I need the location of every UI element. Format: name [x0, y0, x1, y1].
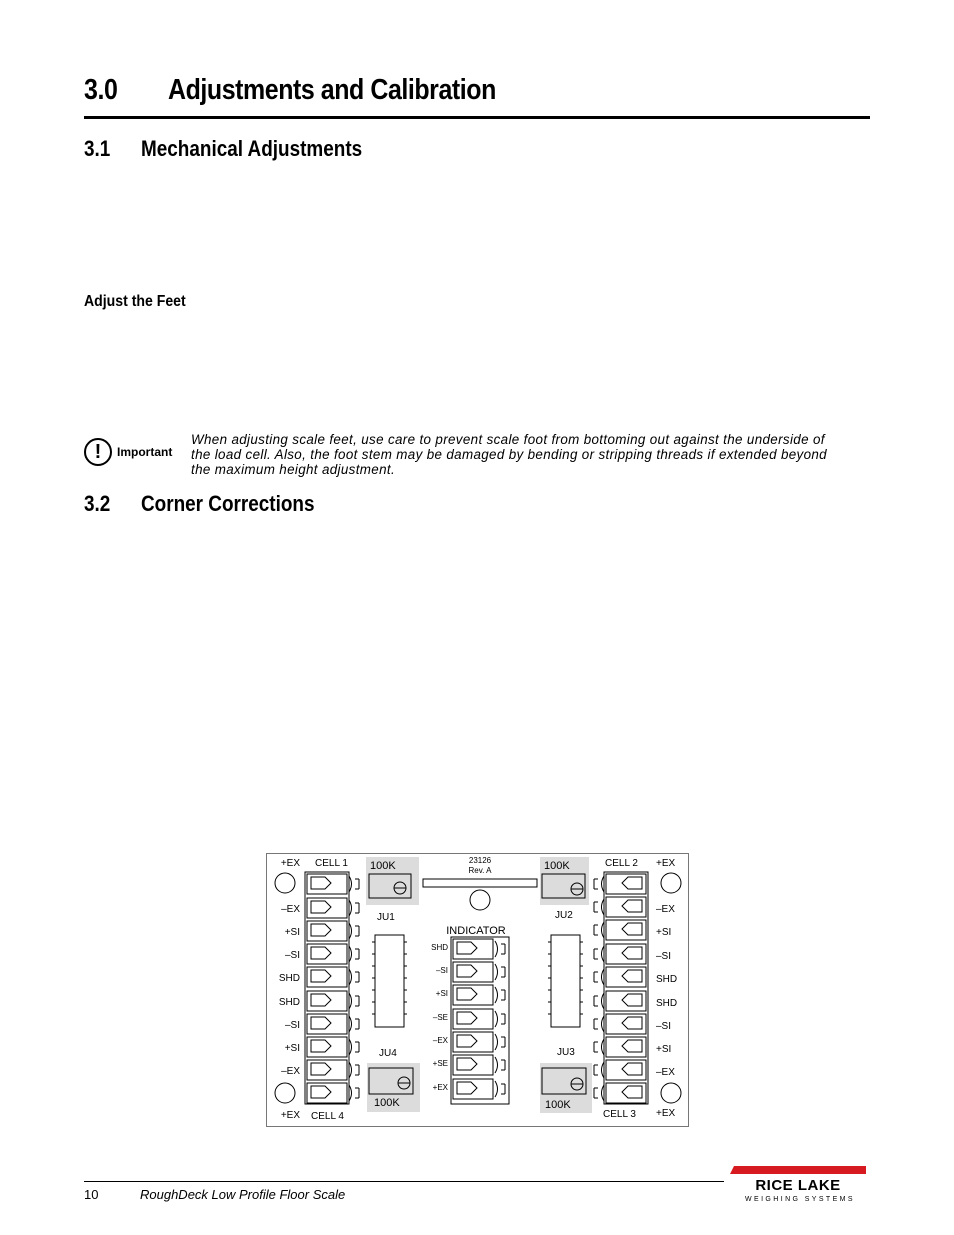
cell4-label: CELL 4: [311, 1111, 344, 1122]
terminal: [307, 921, 359, 941]
junction-board-diagram: [266, 853, 689, 1127]
cell-left-pin-label: –EX: [281, 1066, 300, 1077]
ju1-label: JU1: [377, 912, 395, 923]
terminal: [453, 962, 505, 982]
rice-lake-logo: [728, 1166, 870, 1204]
cell-right-pin-label: –SI: [656, 1021, 672, 1032]
cell-right-pin-label: +SI: [656, 927, 672, 938]
cell-right-pin-label: SHD: [656, 998, 678, 1009]
terminal: [307, 898, 359, 918]
terminal: [453, 985, 505, 1005]
cell-left-pin-label: +EX: [280, 858, 300, 869]
indicator-pin-label: +SI: [435, 989, 448, 998]
terminal: [594, 1014, 646, 1034]
cell-right-pin-label: –EX: [656, 1067, 675, 1078]
section-number: 3.1: [84, 136, 111, 161]
section-number: 3.2: [84, 491, 111, 516]
pot-ju2-value: 100K: [544, 860, 570, 872]
cell-left-pin-label: +EX: [280, 1110, 300, 1121]
terminal-strip-cell-2-3: [594, 858, 677, 1119]
chapter-number: 3.0: [84, 74, 118, 106]
logo-wordmark: RICE LAKE: [755, 1177, 841, 1194]
cell-right-pin-label: +EX: [656, 858, 676, 869]
cell-right-pin-label: +SI: [656, 1044, 672, 1055]
cell-left-pin-label: +SI: [284, 1043, 300, 1054]
exclamation-icon: !: [84, 438, 112, 466]
pot-ju1-value: 100K: [370, 860, 396, 872]
label-strip: [423, 879, 537, 887]
cell1-label: CELL 1: [315, 858, 348, 869]
jumper-block-right: [551, 935, 580, 1027]
cell-right-pin-label: –SI: [656, 951, 672, 962]
terminal: [453, 939, 505, 959]
terminal: [594, 944, 646, 964]
terminal: [307, 944, 359, 964]
indicator-label: INDICATOR: [446, 925, 506, 937]
ju3-label: JU3: [557, 1047, 575, 1058]
footer-document-title: RoughDeck Low Profile Floor Scale: [140, 1187, 346, 1202]
terminal: [453, 1055, 505, 1075]
cell2-label: CELL 2: [605, 858, 638, 869]
cell-left-pin-label: –SI: [284, 950, 300, 961]
cell-right-pin-label: –EX: [656, 904, 675, 915]
terminal: [307, 874, 359, 894]
cell-left-pin-label: –SI: [284, 1020, 300, 1031]
terminal: [594, 920, 646, 940]
cell-left-pin-label: SHD: [278, 973, 300, 984]
terminal: [594, 967, 646, 987]
cell3-label: CELL 3: [603, 1109, 636, 1120]
mount-hole: [275, 1083, 295, 1103]
subheading-adjust-feet: Adjust the Feet: [84, 293, 186, 310]
board-revision: Rev. A: [468, 866, 492, 875]
indicator-pin-label: SHD: [431, 943, 448, 952]
terminal: [594, 874, 646, 894]
terminal: [594, 897, 646, 917]
mount-hole: [275, 873, 295, 893]
indicator-pin-label: +SE: [432, 1059, 448, 1068]
terminal: [307, 967, 359, 987]
cell-left-pin-label: SHD: [278, 997, 300, 1008]
cell-right-pin-label: SHD: [656, 974, 678, 985]
section-title: Mechanical Adjustments: [141, 136, 363, 161]
chapter-heading: [84, 72, 870, 119]
footer-rule: [84, 1181, 724, 1182]
terminal: [594, 991, 646, 1011]
logo-graphic: [728, 1166, 870, 1204]
indicator-pin-label: +EX: [432, 1083, 448, 1092]
terminal: [453, 1079, 505, 1099]
pot-ju3-value: 100K: [545, 1099, 571, 1111]
jumper-block-left: [375, 935, 404, 1027]
terminal: [307, 1083, 359, 1103]
terminal: [307, 1014, 359, 1034]
board-part-number: 23126: [468, 856, 492, 865]
terminal-strip-cell-1-4: [279, 858, 359, 1121]
cell-left-pin-label: –EX: [281, 904, 300, 915]
important-label: Important: [117, 445, 173, 459]
junction-board-svg: [267, 854, 688, 1126]
section-title: Corner Corrections: [141, 491, 315, 516]
cell-right-pin-label: +EX: [656, 1108, 676, 1119]
page-number: 10: [84, 1187, 99, 1202]
cell-left-pin-label: +SI: [284, 927, 300, 938]
ju4-label: JU4: [379, 1048, 397, 1059]
pot-ju4-value: 100K: [374, 1097, 400, 1109]
terminal: [594, 1083, 646, 1103]
terminal: [307, 991, 359, 1011]
logo-tagline: WEIGHING SYSTEMS: [745, 1196, 855, 1203]
important-note: When adjusting scale feet, use care to prevent scale foot from bottoming out against the underside of the load cell. Also, the foot stem may be damaged by bending or stripping threads if extended beyond the maximum height adjustment.: [191, 432, 827, 477]
mount-hole: [661, 1083, 681, 1103]
terminal: [307, 1037, 359, 1057]
mount-hole: [470, 890, 490, 910]
indicator-pin-label: –SI: [435, 966, 448, 975]
terminal: [307, 1060, 359, 1080]
indicator-pin-label: –SE: [432, 1013, 448, 1022]
important-callout: [84, 438, 184, 470]
chapter-title: Adjustments and Calibration: [168, 74, 496, 106]
mount-hole: [661, 873, 681, 893]
logo-red-bar: [730, 1166, 866, 1174]
terminal: [453, 1032, 505, 1052]
terminal: [594, 1060, 646, 1080]
ju2-label: JU2: [555, 910, 573, 921]
terminal: [594, 1037, 646, 1057]
terminal-strip-indicator: [431, 937, 509, 1104]
indicator-pin-label: –EX: [432, 1036, 448, 1045]
terminal: [453, 1009, 505, 1029]
